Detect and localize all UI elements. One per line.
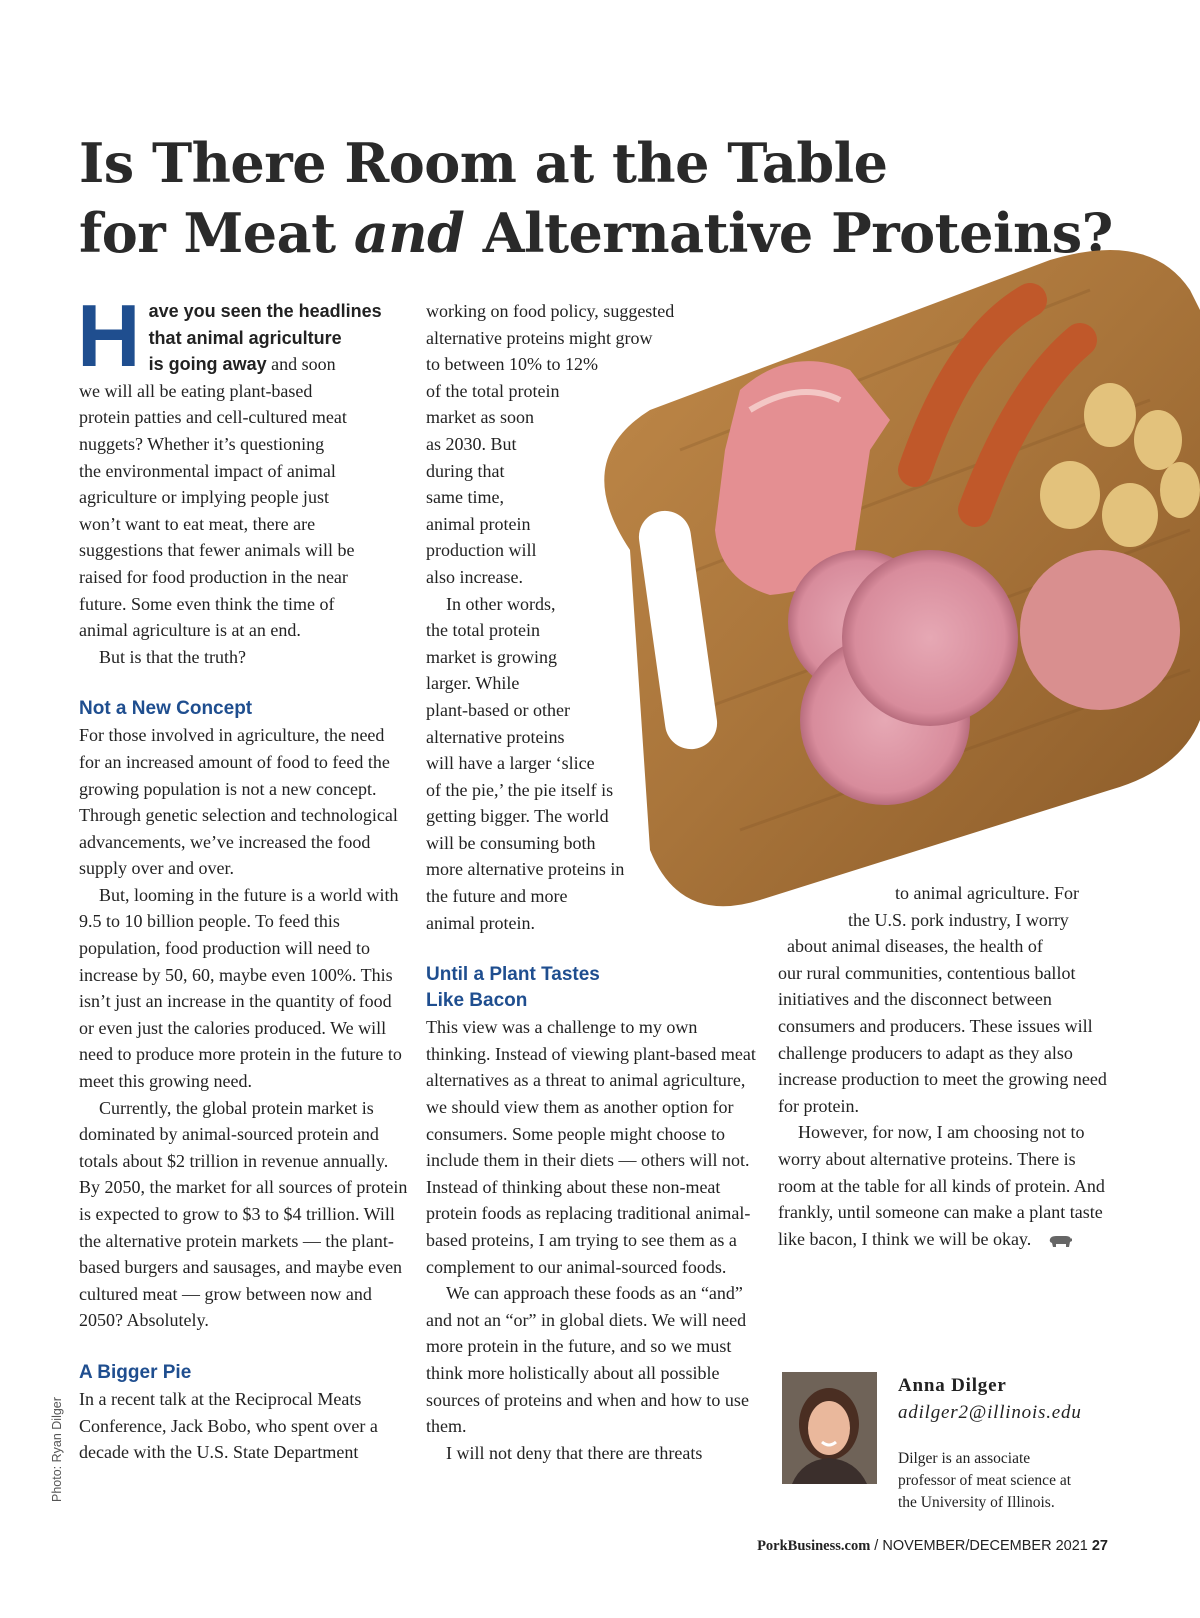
wrap-line: more alternative proteins in bbox=[426, 859, 625, 880]
intro-line: agriculture or implying people just bbox=[79, 487, 329, 508]
intro-line: the environmental impact of animal bbox=[79, 460, 336, 481]
lede-line-1: ave you seen the headlines bbox=[148, 301, 382, 321]
intro-question: But is that the truth? bbox=[99, 646, 246, 667]
bologna-slice bbox=[1020, 550, 1180, 710]
title-line-2-start: for Meat bbox=[79, 201, 354, 265]
wrap-line: alternative proteins might grow bbox=[426, 327, 653, 348]
author-portrait bbox=[782, 1372, 877, 1484]
page-number: 27 bbox=[1091, 1538, 1108, 1554]
title-line-2-end: Alternative Proteins? bbox=[464, 201, 1113, 265]
intro-line: nuggets? Whether it’s questioning bbox=[79, 433, 325, 454]
column-1 bbox=[77, 286, 409, 1466]
author-name: Anna Dilger bbox=[898, 1375, 1007, 1396]
wrap-line: the U.S. pork industry, I worry bbox=[848, 909, 1069, 930]
wrap-line: market as soon bbox=[426, 407, 534, 428]
wrap-line: to between 10% to 12% bbox=[426, 354, 598, 375]
lede-line-3-bold: is going away bbox=[148, 354, 267, 375]
wrap-line: will have a larger ‘slice bbox=[426, 753, 595, 774]
footer-issue: NOVEMBER/DECEMBER 2021 bbox=[882, 1538, 1088, 1554]
closing-paragraph bbox=[778, 1119, 1108, 1252]
column-3 bbox=[778, 880, 1108, 1252]
intro-line: suggestions that fewer animals will be bbox=[79, 540, 355, 561]
author-email-link[interactable]: adilger2@illinois.edu bbox=[898, 1402, 1082, 1423]
paragraph: I will not deny that there are threats bbox=[446, 1442, 703, 1463]
intro-line: protein patties and cell-cultured meat bbox=[79, 407, 347, 428]
wrap-line: as 2030. But bbox=[426, 433, 517, 454]
wrap-line: to animal agriculture. For bbox=[895, 883, 1079, 903]
wrap-block-1 bbox=[426, 298, 756, 936]
title-emphasis: and bbox=[353, 201, 465, 265]
paragraph: But, looming in the future is a world with 9.5 to 10 billion people. To feed this population, food production will need to increase by 50, 60, maybe even 100%. This isn’t just an increase in the quantity of food or even just the calories produced. We will need to produce more protein in the future to meet this growing need. bbox=[79, 884, 402, 1092]
paragraph: For those involved in agriculture, the need for an increased amount of food to feed the growing population is not a new concept. Through genetic selection and technological advancements, we’ve increased the food supply over and over. bbox=[79, 725, 398, 879]
wrap-line: of the total protein bbox=[426, 380, 560, 401]
drop-cap: H bbox=[77, 286, 141, 385]
wrap-line: getting bigger. The world bbox=[426, 806, 609, 827]
intro-line: raised for food production in the near bbox=[79, 566, 348, 587]
intro-line: animal agriculture is at an end. bbox=[79, 620, 301, 641]
intro-line: we will all be eating plant-based bbox=[79, 380, 313, 401]
wrap-line: the future and more bbox=[426, 886, 568, 907]
bio-line: the University of Illinois. bbox=[898, 1494, 1055, 1511]
salami-slice-3 bbox=[842, 550, 1018, 726]
wrap-line: larger. While bbox=[426, 673, 520, 694]
wrap-block-3 bbox=[778, 880, 1108, 960]
wrap-line: working on food policy, suggested bbox=[426, 301, 675, 321]
page-footer bbox=[757, 1538, 1108, 1555]
photo-credit: Photo: Ryan Dilger bbox=[50, 1397, 64, 1502]
column-2 bbox=[426, 298, 756, 1466]
bio-line: Dilger is an associate bbox=[898, 1450, 1031, 1467]
wrap-line: will be consuming both bbox=[426, 832, 596, 853]
intro-line: future. Some even think the time of bbox=[79, 593, 335, 614]
paragraph: In a recent talk at the Reciprocal Meats Conference, Jack Bobo, who spent over a decade with the U.S. State Department bbox=[79, 1388, 378, 1463]
bio-line: professor of meat science at bbox=[898, 1472, 1072, 1489]
wrap-line: the total protein bbox=[426, 620, 540, 641]
author-bio bbox=[898, 1448, 1118, 1514]
closing-text: However, for now, I am choosing not to worry about alternative proteins. There is room at the table for all kinds of protein. And frankly, until someone can make a plant taste like bacon, I think we will be okay. bbox=[778, 1122, 1105, 1249]
wrap-line: of the pie,’ the pie itself is bbox=[426, 779, 614, 800]
intro-line: won’t want to eat meat, there are bbox=[79, 513, 316, 534]
wrap-line: animal protein. bbox=[426, 912, 535, 933]
paragraph: Currently, the global protein market is dominated by animal-sourced protein and totals about $2 trillion in revenue annually. By 2050, the market for all sources of protein is expected to grow to $3 to $4 trillion. Will the alternative protein markets — the plant-based burgers and sausages, and maybe even cultured meat — grow between now and 2050? Absolutely. bbox=[79, 1097, 408, 1331]
title-line-1: Is There Room at the Table bbox=[79, 131, 888, 195]
wrap-line: also increase. bbox=[426, 566, 523, 587]
footer-separator: / bbox=[870, 1538, 883, 1554]
heading-a-bigger-pie: A Bigger Pie bbox=[79, 1361, 192, 1383]
pig-icon bbox=[1047, 1234, 1073, 1248]
heading-until-a-plant-tastes-like-bacon: Until a Plant Tastes Like Bacon bbox=[426, 964, 600, 1012]
paragraph: our rural communities, contentious ballot initiatives and the disconnect between consumers and producers. These issues will challenge producers to adapt as they also increase production to meet the growing need for protein. bbox=[778, 962, 1107, 1116]
heading-not-a-new-concept: Not a New Concept bbox=[79, 698, 253, 720]
wrap-line: during that bbox=[426, 460, 505, 481]
wrap-line: about animal diseases, the health of bbox=[787, 936, 1043, 957]
wrap-line: plant-based or other bbox=[426, 699, 570, 720]
wrap-line: alternative proteins bbox=[426, 726, 565, 747]
lede-line-3-tail: and soon bbox=[266, 354, 336, 375]
wrap-line: production will bbox=[426, 540, 537, 561]
footer-site: PorkBusiness.com bbox=[757, 1538, 871, 1554]
paragraph: We can approach these foods as an “and” and not an “or” in global diets. We will need more protein in the future, and so we must think more holistically about all possible sources of proteins and when and how to use them. bbox=[426, 1283, 749, 1437]
author-photo bbox=[782, 1372, 877, 1484]
article-title bbox=[79, 128, 1139, 268]
wrap-line: market is growing bbox=[426, 646, 557, 667]
wrap-line: same time, bbox=[426, 487, 504, 508]
wrap-line: animal protein bbox=[426, 513, 531, 534]
paragraph: This view was a challenge to my own thinking. Instead of viewing plant-based meat alternatives as a threat to animal agriculture, we should view them as another option for consumers. Some people might choose to include them in their diets — others will not. Instead of thinking about these non-meat protein foods as replacing traditional animal-based proteins, I am trying to see them as a complement to our animal-sourced foods. bbox=[426, 1017, 756, 1277]
wrap-line: In other words, bbox=[446, 593, 556, 614]
lede-line-2: that animal agriculture bbox=[148, 327, 342, 348]
